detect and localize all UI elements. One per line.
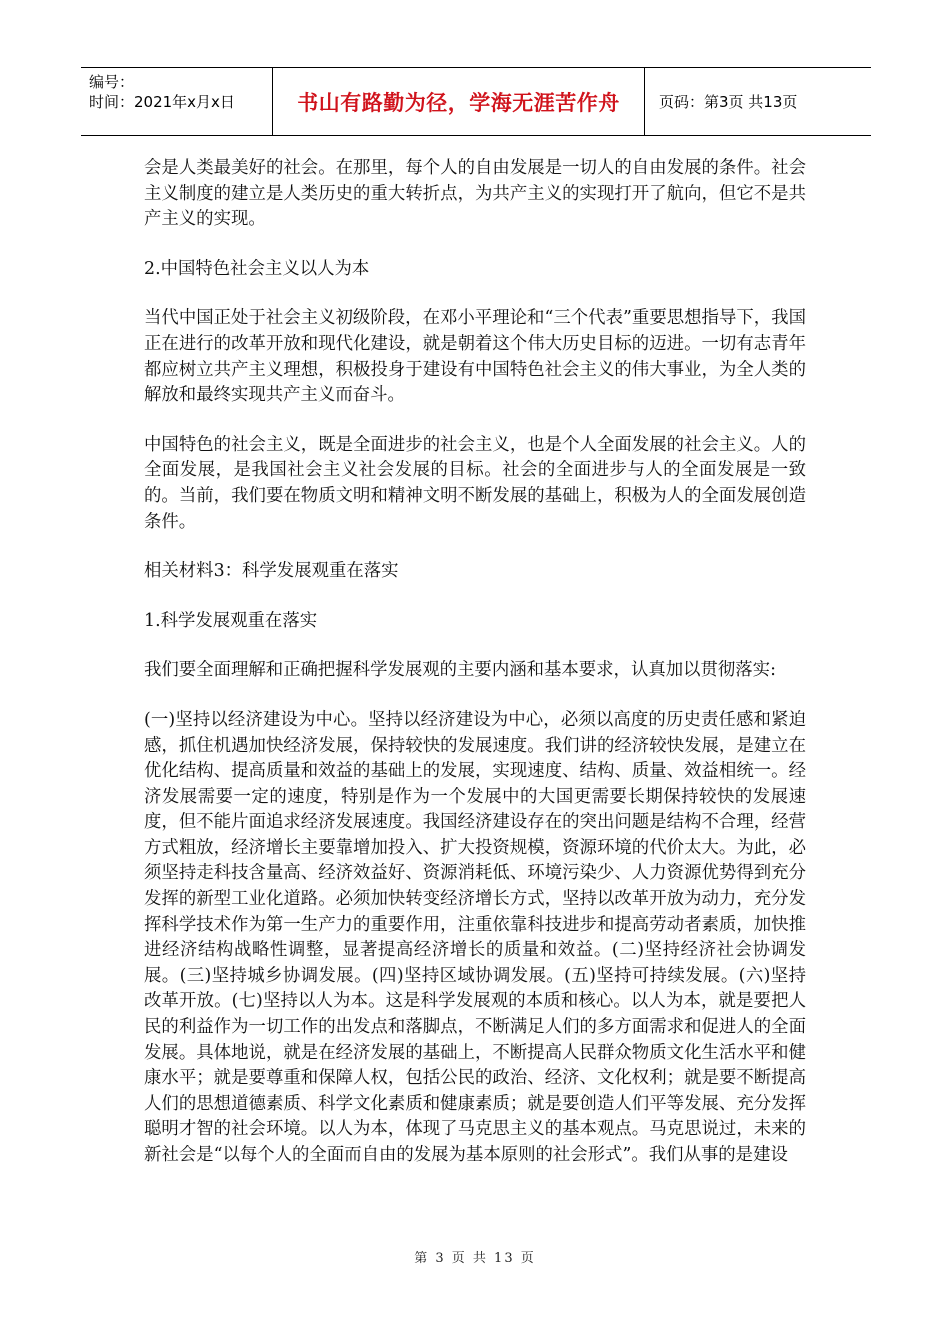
section-heading: 相关材料3：科学发展观重在落实 (144, 561, 399, 582)
header-meta-cell (81, 68, 273, 135)
page-header (81, 67, 871, 136)
section-heading: 1.科学发展观重在落实 (144, 610, 318, 631)
body-paragraph: (一)坚持以经济建设为中心。坚持以经济建设为中心，必须以高度的历史责任感和紧迫感，抓住机遇加快经济发展，保持较快的发展速度。我们讲的经济较快发展，是建立在优化结构、提高质量和效益的基础上的发展，实现速度、结构、质量、效益相统一。经济发展需要一定的速度，特别是作为一个发展中的大国更需要长期保持较快的发展速度，但不能片面追求经济发展速度。我国经济建设存在的突出问题是结构不合理，经营方式粗放，经济增长主要靠增加投入、扩大投资规模，资源环境的代价太大。为此，必须坚持走科技含量高、经济效益好、资源消耗低、环境污染少、人力资源优势得到充分发挥的新型工业化道路。必须加快转变经济增长方式，坚持以改革开放为动力，充分发挥科学技术作为第一生产力的重要作用，注重依靠科技进步和提高劳动者素质，加快推进经济结构战略性调整，显著提高经济增长的质量和效益。(二)坚持经济社会协调发展。(三)坚持城乡协调发展。(四)坚持区域协调发展。(五)坚持可持续发展。(六)坚持改革开放。(七)坚持以人为本。这是科学发展观的本质和核心。以人为本，就是要把人民的利益作为一切工作的出发点和落脚点，不断满足人们的多方面需求和促进人的全面发展。具体地说，就是在经济发展的基础上，不断提高人民群众物质文化生活水平和健康水平；就是要尊重和保障人权，包括公民的政治、经济、文化权利；就是要不断提高人们的思想道德素质、科学文化素质和健康素质；就是要创造人们平等发展、充分发挥聪明才智的社会环境。以人为本，体现了马克思主义的基本观点。马克思说过，未来的新社会是“以每个人的全面而自由的发展为基本原则的社会形式”。我们从事的是建设 (144, 709, 806, 1165)
document-body (144, 156, 806, 1169)
body-paragraph: 会是人类最美好的社会。在那里，每个人的自由发展是一切人的自由发展的条件。社会主义制度的建立是人类历史的重大转折点，为共产主义的实现打开了航向，但它不是共产主义的实现。 (144, 158, 806, 230)
header-motto: 书山有路勤为径，学海无涯苦作舟 (273, 68, 645, 135)
page-footer: 第 3 页 共 13 页 (414, 1251, 536, 1266)
body-paragraph: 我们要全面理解和正确把握科学发展观的主要内涵和基本要求，认真加以贯彻落实: (144, 660, 776, 681)
header-page-info: 页码：第3页 共13页 (659, 93, 798, 111)
body-paragraph: 中国特色的社会主义，既是全面进步的社会主义，也是个人全面发展的社会主义。人的全面发展，是我国社会主义社会发展的目标。社会的全面进步与人的全面发展是一致的。当前，我们要在物质文明和精神文明不断发展的基础上，积极为人的全面发展创造条件。 (144, 434, 806, 532)
document-date: 时间：2021年x月x日 (89, 93, 235, 111)
document-number-label: 编号： (89, 73, 135, 91)
section-heading: 2.中国特色社会主义以人为本 (144, 258, 370, 279)
body-paragraph: 当代中国正处于社会主义初级阶段，在邓小平理论和“三个代表”重要思想指导下，我国正在进行的改革开放和现代化建设，就是朝着这个伟大历史目标的迈进。一切有志青年都应树立共产主义理想，积极投身于建设有中国特色社会主义的伟大事业，为全人类的解放和最终实现共产主义而奋斗。 (144, 308, 806, 406)
